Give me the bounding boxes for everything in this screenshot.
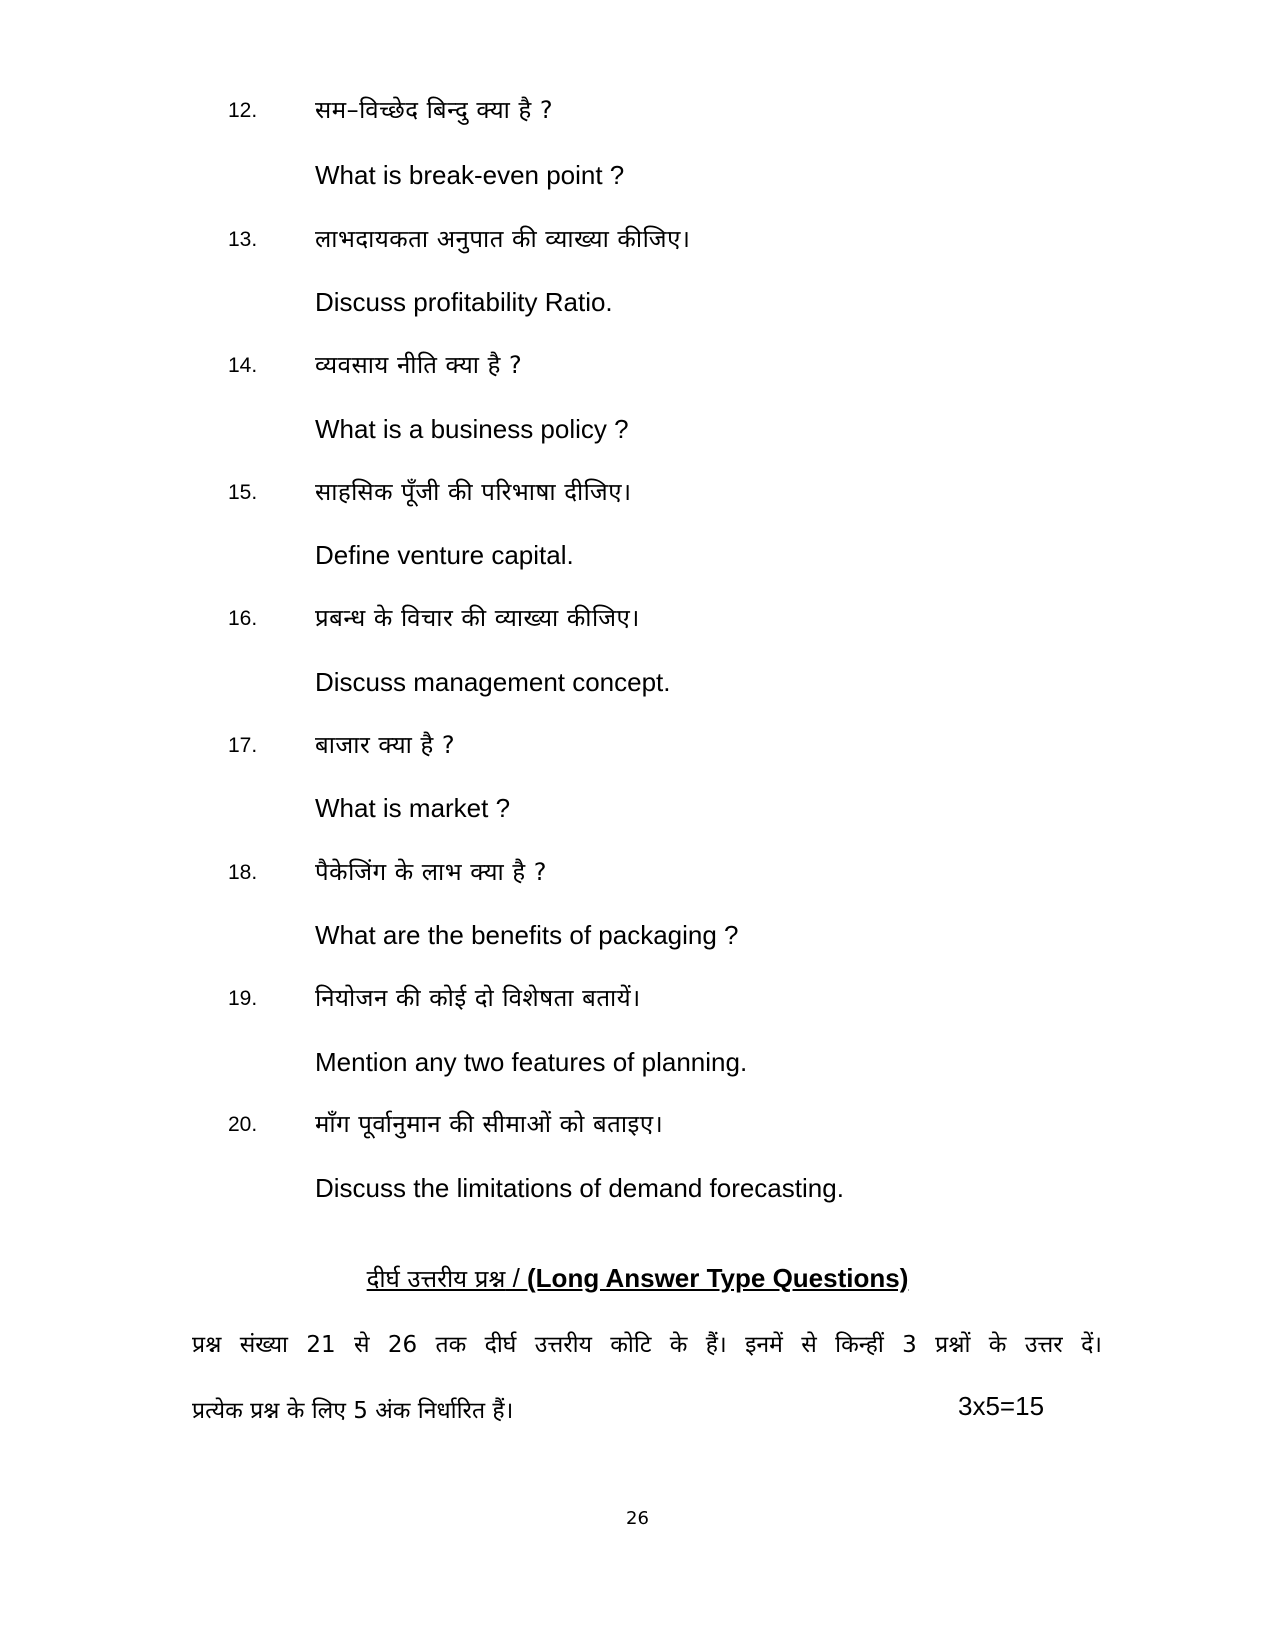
- question-text-english: Define venture capital.: [315, 540, 574, 570]
- question-text-hindi: बाजार क्या है ?: [315, 731, 456, 759]
- question-text-english: What is break-even point ?: [315, 160, 625, 190]
- question-text-english: Discuss management concept.: [315, 667, 671, 697]
- question-text-english: Discuss the limitations of demand forecasting.: [315, 1173, 844, 1203]
- marks-allocation: 3x5=15: [958, 1391, 1045, 1421]
- question-text-hindi: साहसिक पूँजी की परिभाषा दीजिए।: [315, 478, 632, 506]
- question-text-english: What are the benefits of packaging ?: [315, 920, 739, 950]
- section-heading-english: (Long Answer Type Questions): [527, 1263, 909, 1293]
- section-heading: [0, 1262, 1275, 1295]
- question-text-english: What is a business policy ?: [315, 414, 629, 444]
- question-number: 15.: [228, 481, 258, 504]
- instruction-line-1: प्रश्न संख्या 21 से 26 तक दीर्घ उत्तरीय कोटि के हैं। इनमें से किन्हीं 3 प्रश्नों के उत्तर दें।: [192, 1332, 1102, 1358]
- question-text-hindi: माँग पूर्वानुमान की सीमाओं को बताइए।: [315, 1110, 664, 1138]
- question-number: 18.: [228, 861, 258, 884]
- question-text-hindi: नियोजन की कोई दो विशेषता बतायें।: [315, 984, 641, 1012]
- question-text-english: Mention any two features of planning.: [315, 1047, 748, 1077]
- section-heading-hindi: दीर्घ उत्तरीय प्रश्न: [366, 1265, 506, 1293]
- question-text-hindi: व्यवसाय नीति क्या है ?: [315, 351, 523, 379]
- question-text-hindi: पैकेजिंग के लाभ क्या है ?: [315, 858, 547, 886]
- question-number: 12.: [228, 99, 258, 122]
- page-number: 26: [626, 1508, 649, 1529]
- question-text-hindi: सम–विच्छेद बिन्दु क्या है ?: [315, 96, 554, 124]
- question-text-english: Discuss profitability Ratio.: [315, 287, 613, 317]
- instruction-line-2: प्रत्येक प्रश्न के लिए 5 अंक निर्धारित हैं।: [192, 1398, 514, 1424]
- section-heading-separator: /: [505, 1263, 528, 1293]
- question-number: 13.: [228, 228, 258, 251]
- question-number: 14.: [228, 354, 258, 377]
- question-number: 17.: [228, 734, 258, 757]
- question-text-hindi: लाभदायकता अनुपात की व्याख्या कीजिए।: [315, 225, 691, 253]
- question-number: 16.: [228, 607, 258, 630]
- question-text-hindi: प्रबन्ध के विचार की व्याख्या कीजिए।: [315, 604, 640, 632]
- question-number: 20.: [228, 1113, 258, 1136]
- question-text-english: What is market ?: [315, 793, 511, 823]
- question-number: 19.: [228, 987, 258, 1010]
